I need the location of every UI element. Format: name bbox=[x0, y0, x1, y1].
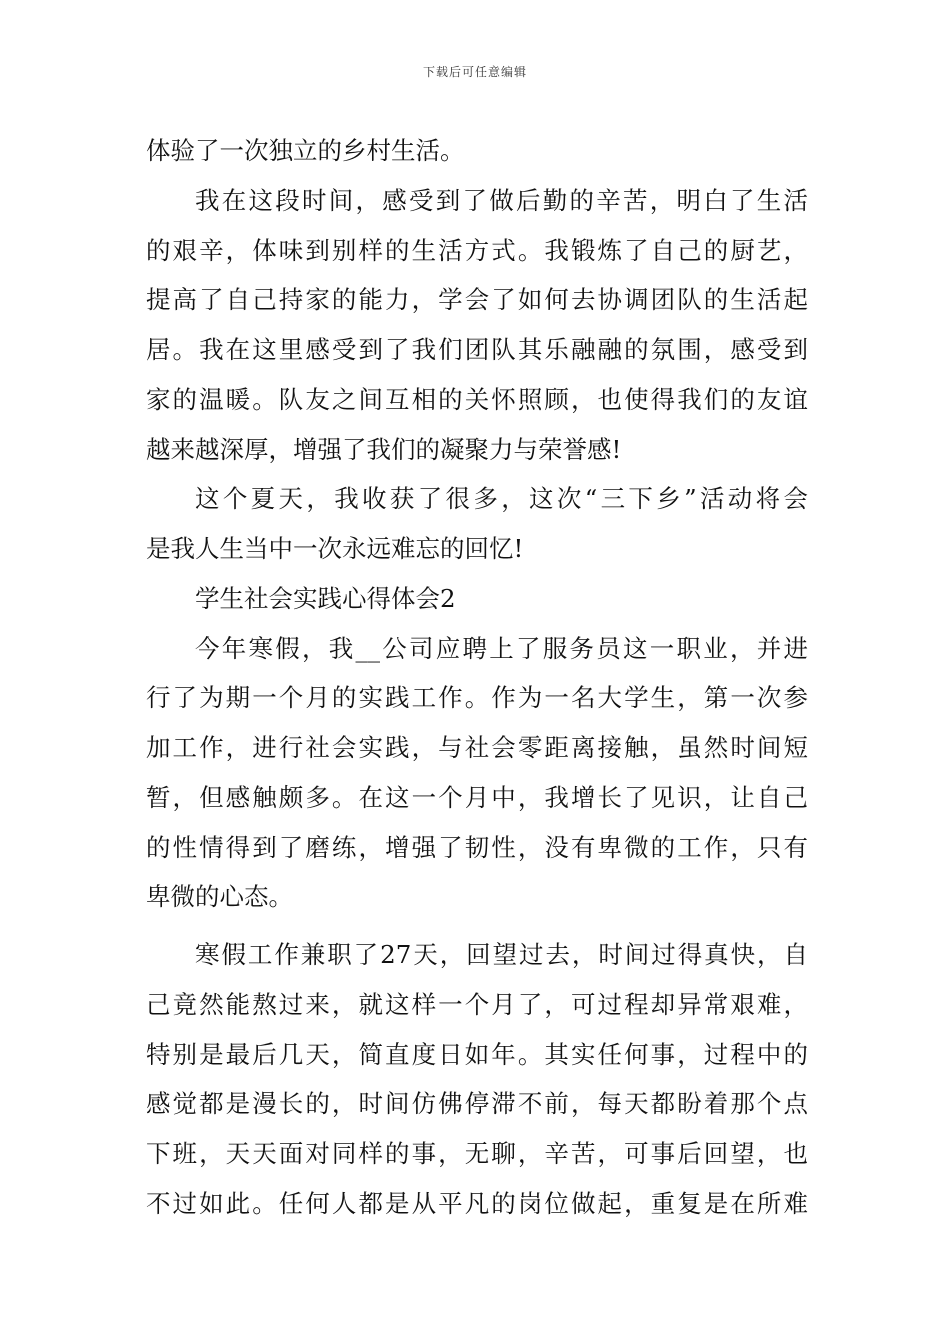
text-line: 感觉都是漫长的，时间仿佛停滞不前，每天都盼着那个点 bbox=[146, 1089, 808, 1119]
text-line: 体验了一次独立的乡村生活。 bbox=[146, 136, 465, 165]
text-line: 不过如此。任何人都是从平凡的岗位做起，重复是在所难 bbox=[146, 1188, 808, 1218]
text-line: 提高了自己持家的能力，学会了如何去协调团队的生活起 bbox=[146, 285, 808, 315]
text-line: 特别是最后几天，简直度日如年。其实任何事，过程中的 bbox=[146, 1039, 808, 1069]
text-line: 下班，天天面对同样的事，无聊，辛苦，可事后回望，也 bbox=[146, 1139, 808, 1168]
paragraph-start-line: 这个夏天，我收获了很多，这次“三下乡”活动将会 bbox=[195, 484, 808, 514]
text-line: 越来越深厚，增强了我们的凝聚力与荣誉感! bbox=[146, 434, 622, 464]
text-line: 加工作，进行社会实践，与社会零距离接触，虽然时间短 bbox=[146, 733, 808, 762]
text-line: 暂，但感触颇多。在这一个月中，我增长了见识，让自己 bbox=[146, 782, 808, 812]
paragraph-start-line: 寒假工作兼职了27天，回望过去，时间过得真快，自 bbox=[195, 940, 808, 969]
paragraph-start-line: 我在这段时间，感受到了做后勤的辛苦，明白了生活 bbox=[195, 185, 808, 215]
text-line: 的性情得到了磨练，增强了韧性，没有卑微的工作，只有 bbox=[146, 832, 808, 862]
text-line: 的艰辛，体味到别样的生活方式。我锻炼了自己的厨艺， bbox=[146, 235, 808, 265]
paragraph-start-line: 今年寒假，我__公司应聘上了服务员这一职业，并进 bbox=[195, 633, 808, 663]
page-header: 下载后可任意编辑 bbox=[422, 65, 527, 79]
text-line: 是我人生当中一次永远难忘的回忆! bbox=[146, 534, 524, 563]
text-line: 居。我在这里感受到了我们团队其乐融融的氛围，感受到 bbox=[146, 335, 808, 364]
text-line: 己竟然能熬过来，就这样一个月了，可过程却异常艰难， bbox=[146, 989, 808, 1019]
text-line: 行了为期一个月的实践工作。作为一名大学生，第一次参 bbox=[146, 683, 808, 713]
section-heading: 学生社会实践心得体会2 bbox=[195, 583, 456, 613]
text-line: 家的温暖。队友之间互相的关怀照顾，也使得我们的友谊 bbox=[146, 384, 808, 414]
document-body bbox=[146, 126, 808, 1229]
text-line: 卑微的心态。 bbox=[146, 882, 293, 912]
